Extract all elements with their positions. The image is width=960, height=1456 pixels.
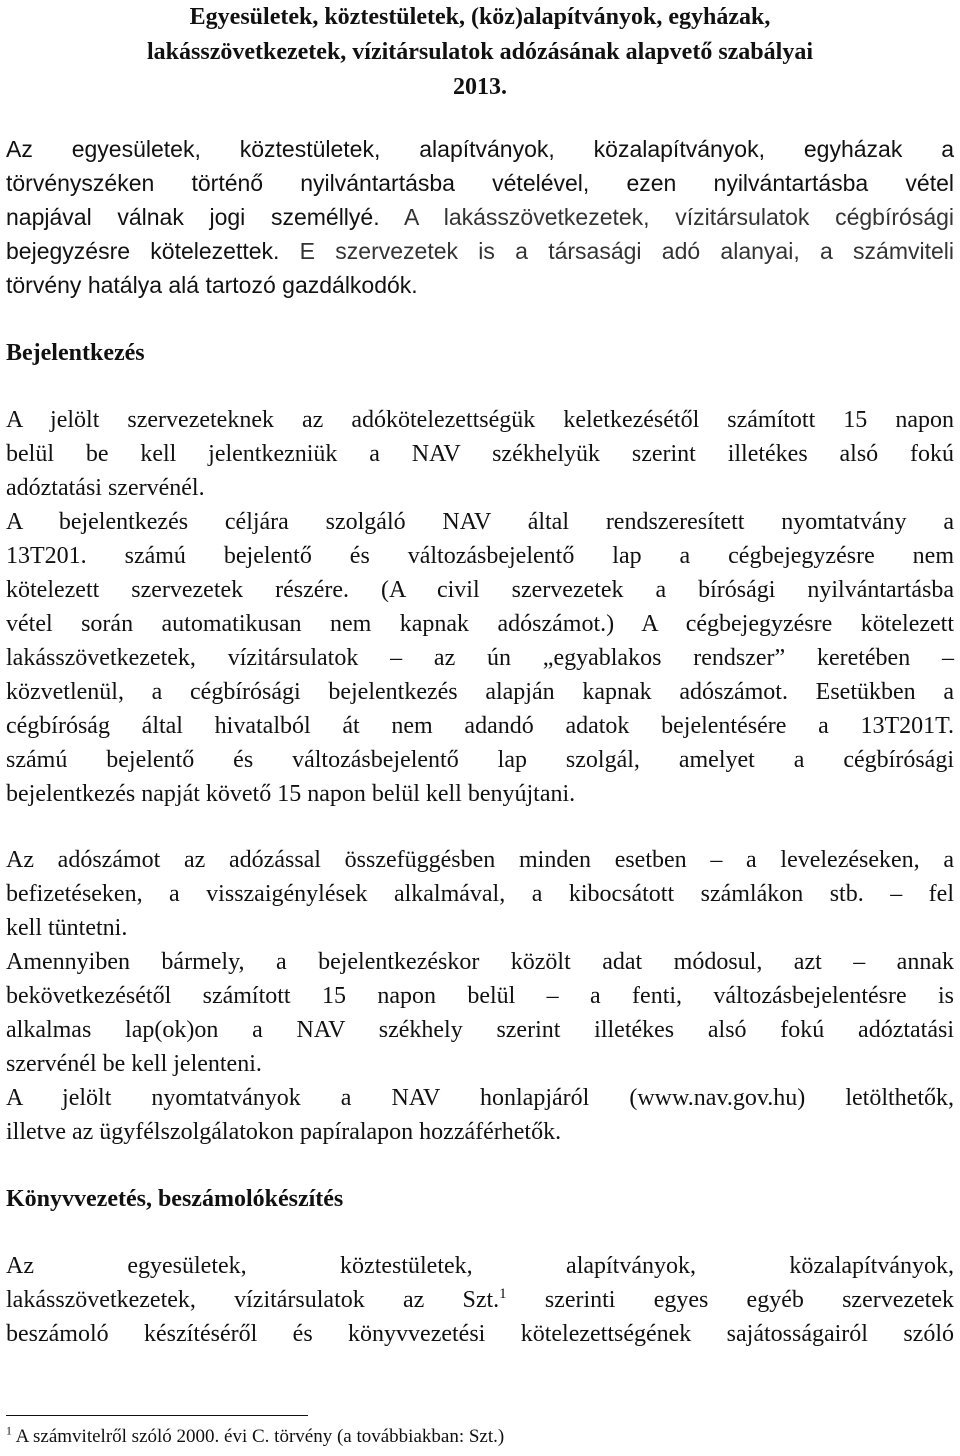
text-line: 13T201. számú bejelentő és változásbejelentő lap a cégbejegyzésre nem — [6, 543, 954, 569]
text-line: cégbíróság által hivatalból át nem adandó adatok bejelentésére a 13T201T. — [6, 713, 954, 739]
intro-text: E szervezetek is a társasági adó alanyai, a számviteli — [279, 238, 954, 264]
text-line: adóztatási szervénél. — [6, 475, 205, 501]
text-run: lakásszövetkezetek, vízitársulatok az Szt. — [6, 1287, 500, 1313]
text-line: bekövetkezésétől számított 15 napon belül – a fenti, változásbejelentésre is — [6, 983, 954, 1009]
footnote-reference[interactable]: 1 — [499, 1286, 507, 1302]
intro-line: törvény hatálya alá tartozó gazdálkodók. — [6, 272, 418, 298]
footnote-text: A számvitelről szóló 2000. évi C. törvény (a továbbiakban: Szt.) — [11, 1426, 505, 1447]
section-heading-konyvvezetes: Könyvvezetés, beszámolókészítés — [6, 1186, 344, 1212]
paragraph — [6, 1081, 954, 1149]
title-line-2: lakásszövetkezetek, vízitársulatok adózásának alapvető szabályai — [147, 39, 813, 65]
paragraph — [6, 1249, 954, 1351]
paragraph — [6, 945, 954, 1081]
text-line: szervénél be kell jelenteni. — [6, 1051, 262, 1077]
intro-text: A lakásszövetkezetek, vízitársulatok cégbírósági — [379, 204, 955, 230]
text-line: A jelölt szervezeteknek az adókötelezettségük keletkezésétől számított 15 napon — [6, 407, 954, 433]
text-line: számú bejelentő és változásbejelentő lap szolgál, amelyet a cégbírósági — [6, 747, 954, 773]
section-heading-bejelentkezes: Bejelentkezés — [6, 340, 145, 366]
text-line: kell tüntetni. — [6, 915, 128, 941]
text-line: közvetlenül, a cégbírósági bejelentkezés alapján kapnak adószámot. Esetükben a — [6, 679, 954, 705]
paragraph — [6, 505, 954, 811]
text-line: alkalmas lap(ok)on a NAV székhely szerint illetékes alsó fokú adóztatási — [6, 1017, 954, 1043]
intro-text: bejegyzésre kötelezettek. — [6, 238, 280, 264]
text-line: Az egyesületek, köztestületek, alapítványok, közalapítványok, — [6, 1253, 954, 1279]
paragraph — [6, 403, 954, 505]
intro-text: napjával válnak jogi személlyé. — [6, 204, 380, 230]
footnote-separator — [6, 1415, 308, 1416]
text-line: befizetéseken, a visszaigénylések alkalmával, a kibocsátott számlákon stb. – fel — [6, 881, 954, 907]
footnote-marker: 1 — [6, 1424, 12, 1438]
text-line: belül be kell jelentkezniük a NAV székhelyük szerint illetékes alsó fokú — [6, 441, 954, 467]
text-line: vétel során automatikusan nem kapnak adószámot.) A cégbejegyzésre kötelezett — [6, 611, 954, 637]
title-line-3: 2013. — [453, 74, 507, 100]
text-line — [6, 1283, 954, 1317]
footnote — [6, 1424, 504, 1450]
title-line-1: Egyesületek, köztestületek, (köz)alapítványok, egyházak, — [189, 4, 771, 30]
paragraph — [6, 843, 954, 945]
text-line: illetve az ügyfélszolgálatokon papíralapon hozzáférhetők. — [6, 1119, 562, 1145]
text-line: beszámoló készítéséről és könyvvezetési kötelezettségének sajátosságairól szóló — [6, 1321, 954, 1347]
intro-line: Az egyesületek, köztestületek, alapítványok, közalapítványok, egyházak a — [6, 136, 954, 162]
text-line: kötelezett szervezetek részére. (A civil szervezetek a bírósági nyilvántartásba — [6, 577, 954, 603]
intro-line: törvényszéken történő nyilvántartásba vételével, ezen nyilvántartásba vétel — [6, 170, 954, 196]
text-run: szerinti egyes egyéb szervezetek — [506, 1287, 954, 1313]
intro-paragraph — [6, 132, 954, 302]
document-title — [0, 0, 960, 105]
text-line: A jelölt nyomtatványok a NAV honlapjáról (www.nav.gov.hu) letölthetők, — [6, 1085, 954, 1111]
text-line: bejelentkezés napját követő 15 napon belül kell benyújtani. — [6, 781, 576, 807]
text-line: A bejelentkezés céljára szolgáló NAV által rendszeresített nyomtatvány a — [6, 509, 954, 535]
text-line: lakásszövetkezetek, vízitársulatok – az ún „egyablakos rendszer” keretében – — [6, 645, 954, 671]
text-line: Az adószámot az adózással összefüggésben minden esetben – a levelezéseken, a — [6, 847, 954, 873]
intro-line — [6, 200, 954, 234]
text-line: Amennyiben bármely, a bejelentkezéskor közölt adat módosul, azt – annak — [6, 949, 954, 975]
intro-line — [6, 234, 954, 268]
